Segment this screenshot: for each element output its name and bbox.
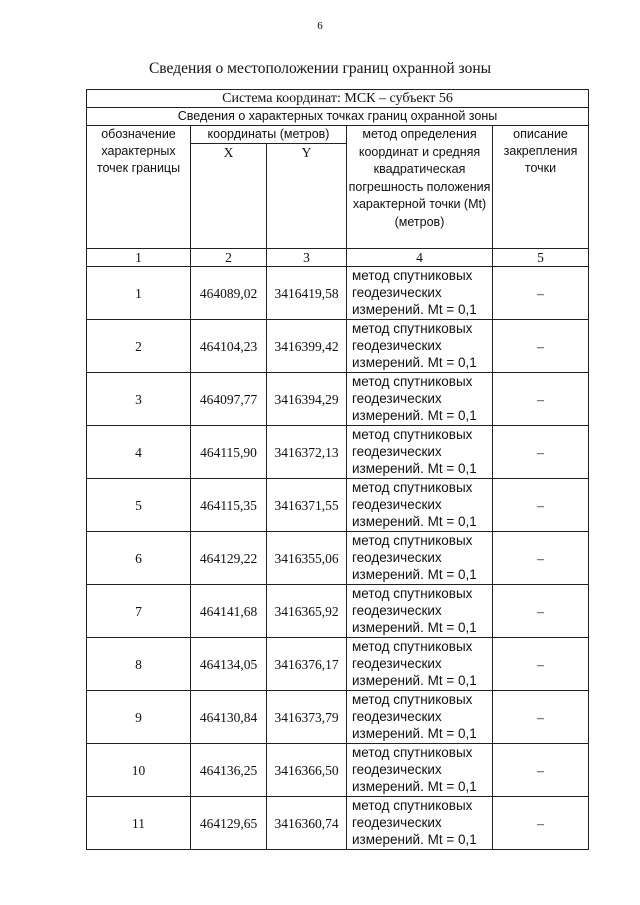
x-coordinate-cell: 464129,65 xyxy=(191,797,267,850)
table-row xyxy=(87,797,589,850)
x-coordinate-cell: 464129,22 xyxy=(191,532,267,585)
table-row xyxy=(87,585,589,638)
method-cell: метод спутниковых геодезических измерений. Mt = 0,1 xyxy=(347,691,493,744)
description-cell: – xyxy=(493,320,589,373)
table-row xyxy=(87,426,589,479)
method-cell: метод спутниковых геодезических измерений. Mt = 0,1 xyxy=(347,479,493,532)
point-cell: 2 xyxy=(87,320,191,373)
y-coordinate-cell: 3416419,58 xyxy=(267,267,347,320)
table-row xyxy=(87,373,589,426)
column-number: 2 xyxy=(191,249,267,267)
point-cell: 9 xyxy=(87,691,191,744)
point-cell: 8 xyxy=(87,638,191,691)
header-method: метод определения координат и средняя квадратическая погрешность положения характерной точки (Mt) (метров) xyxy=(347,126,493,249)
description-cell: – xyxy=(493,426,589,479)
column-number: 5 xyxy=(493,249,589,267)
description-cell: – xyxy=(493,373,589,426)
column-number: 1 xyxy=(87,249,191,267)
table-row xyxy=(87,638,589,691)
description-cell: – xyxy=(493,638,589,691)
page-number: 6 xyxy=(317,20,323,32)
table-row xyxy=(87,691,589,744)
x-coordinate-cell: 464089,02 xyxy=(191,267,267,320)
x-coordinate-cell: 464115,90 xyxy=(191,426,267,479)
method-cell: метод спутниковых геодезических измерений. Mt = 0,1 xyxy=(347,797,493,850)
y-coordinate-cell: 3416394,29 xyxy=(267,373,347,426)
point-cell: 1 xyxy=(87,267,191,320)
x-coordinate-cell: 464097,77 xyxy=(191,373,267,426)
method-cell: метод спутниковых геодезических измерений. Mt = 0,1 xyxy=(347,585,493,638)
method-cell: метод спутниковых геодезических измерений. Mt = 0,1 xyxy=(347,320,493,373)
description-cell: – xyxy=(493,479,589,532)
y-coordinate-cell: 3416371,55 xyxy=(267,479,347,532)
point-cell: 5 xyxy=(87,479,191,532)
header-description: описание закрепления точки xyxy=(493,126,589,249)
method-cell: метод спутниковых геодезических измерений. Mt = 0,1 xyxy=(347,426,493,479)
point-cell: 10 xyxy=(87,744,191,797)
y-coordinate-cell: 3416372,13 xyxy=(267,426,347,479)
description-cell: – xyxy=(493,585,589,638)
coordinate-system: Система координат: МСК – субъект 56 xyxy=(87,90,589,108)
x-coordinate-cell: 464136,25 xyxy=(191,744,267,797)
y-coordinate-cell: 3416376,17 xyxy=(267,638,347,691)
description-cell: – xyxy=(493,532,589,585)
method-cell: метод спутниковых геодезических измерений. Mt = 0,1 xyxy=(347,267,493,320)
method-cell: метод спутниковых геодезических измерений. Mt = 0,1 xyxy=(347,532,493,585)
section-title: Сведения о характерных точках границ охранной зоны xyxy=(87,108,589,126)
table-row xyxy=(87,744,589,797)
point-cell: 11 xyxy=(87,797,191,850)
point-cell: 7 xyxy=(87,585,191,638)
x-coordinate-cell: 464134,05 xyxy=(191,638,267,691)
y-coordinate-cell: 3416360,74 xyxy=(267,797,347,850)
header-x: X xyxy=(191,144,267,249)
table-row xyxy=(87,320,589,373)
point-cell: 4 xyxy=(87,426,191,479)
y-coordinate-cell: 3416373,79 xyxy=(267,691,347,744)
table-row xyxy=(87,532,589,585)
column-number: 4 xyxy=(347,249,493,267)
description-cell: – xyxy=(493,691,589,744)
x-coordinate-cell: 464130,84 xyxy=(191,691,267,744)
method-cell: метод спутниковых геодезических измерений. Mt = 0,1 xyxy=(347,638,493,691)
header-y: Y xyxy=(267,144,347,249)
description-cell: – xyxy=(493,797,589,850)
description-cell: – xyxy=(493,267,589,320)
x-coordinate-cell: 464104,23 xyxy=(191,320,267,373)
y-coordinate-cell: 3416365,92 xyxy=(267,585,347,638)
description-cell: – xyxy=(493,744,589,797)
column-number: 3 xyxy=(267,249,347,267)
y-coordinate-cell: 3416366,50 xyxy=(267,744,347,797)
table-row xyxy=(87,267,589,320)
y-coordinate-cell: 3416399,42 xyxy=(267,320,347,373)
method-cell: метод спутниковых геодезических измерений. Mt = 0,1 xyxy=(347,373,493,426)
header-coords: координаты (метров) xyxy=(191,126,347,144)
method-cell: метод спутниковых геодезических измерений. Mt = 0,1 xyxy=(347,744,493,797)
y-coordinate-cell: 3416355,06 xyxy=(267,532,347,585)
header-point: обозначение характерных точек границы xyxy=(87,126,191,249)
document-title: Сведения о местоположении границ охранной зоны xyxy=(148,60,492,77)
x-coordinate-cell: 464115,35 xyxy=(191,479,267,532)
x-coordinate-cell: 464141,68 xyxy=(191,585,267,638)
boundary-points-table xyxy=(86,89,589,850)
point-cell: 6 xyxy=(87,532,191,585)
table-row xyxy=(87,479,589,532)
point-cell: 3 xyxy=(87,373,191,426)
